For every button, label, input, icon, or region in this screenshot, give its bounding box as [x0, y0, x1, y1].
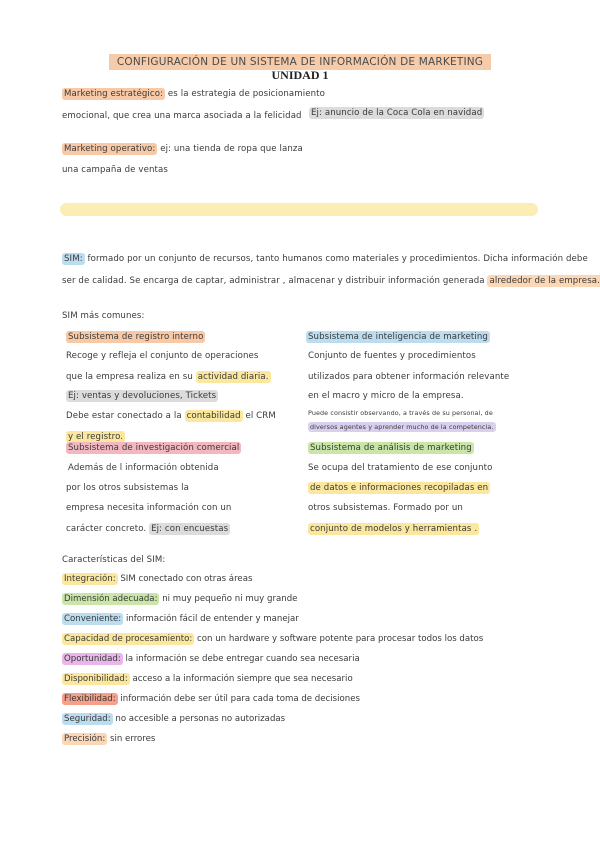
registro-title: Subsistema de registro interno: [68, 332, 204, 342]
analisis-l4: [308, 524, 479, 535]
registro-l4: [66, 411, 276, 422]
inteligencia-title: Subsistema de inteligencia de marketing: [308, 332, 488, 342]
caracteristica-item: [62, 694, 360, 704]
inteligencia-title-row: [306, 332, 490, 343]
investigacion-example: Ej: con encuestas: [151, 524, 229, 534]
marketing-estrategico-text1: es la estrategia de posicionamiento: [167, 89, 325, 99]
example-highlight: Ej: anuncio de la Coca Cola en navidad: [311, 108, 483, 118]
investigacion-l4: [66, 524, 230, 535]
inteligencia-l1: Conjunto de fuentes y procedimientos: [308, 351, 476, 361]
analisis-title: Subsistema de análisis de marketing: [310, 443, 472, 453]
registro-l2: [66, 372, 271, 383]
sim-line1: [62, 254, 588, 265]
caracteristicas-heading: Características del SIM:: [62, 555, 166, 565]
title-container: [0, 50, 600, 70]
registro-title-row: [66, 332, 205, 343]
caracteristica-item: [62, 634, 483, 644]
caracteristica-term: Disponibilidad:: [64, 674, 128, 684]
caracteristica-text: la información se debe entregar cuando sea necesaria: [125, 654, 360, 664]
marketing-estrategico-line1: [62, 89, 325, 100]
caracteristica-term: Flexibilidad:: [64, 694, 116, 704]
caracteristica-item: [62, 654, 360, 664]
caracteristica-item: [62, 714, 285, 724]
caracteristica-text: acceso a la información siempre que sea necesario: [132, 674, 353, 684]
sim-line2: [62, 276, 600, 287]
marketing-estrategico-term: Marketing estratégico:: [64, 89, 164, 99]
analisis-l2: [308, 483, 490, 494]
caracteristica-term: Integración:: [64, 574, 116, 584]
unit-subtitle: UNIDAD 1: [271, 68, 329, 82]
registro-l1: Recoge y refleja el conjunto de operaciones: [66, 351, 259, 361]
analisis-l3: otros subsistemas. Formado por un: [308, 503, 463, 513]
sim-text2b: alrededor de la empresa.: [489, 276, 600, 286]
caracteristica-term: Oportunidad:: [64, 654, 121, 664]
marketing-operativo-term: Marketing operativo:: [64, 144, 156, 154]
marketing-operativo-line1: [62, 144, 303, 155]
inteligencia-l5-text: diversos agentes y aprender mucho de la competencia.: [310, 423, 494, 431]
registro-l4a: Debe estar conectado a la: [66, 411, 182, 421]
inteligencia-l4: Puede consistir observando, a través de su personal, de: [308, 409, 493, 417]
page-title: CONFIGURACIÓN DE UN SISTEMA DE INFORMACIÓN DE MARKETING: [109, 54, 491, 70]
analisis-l2-text: de datos e informaciones recopiladas en: [310, 483, 489, 493]
registro-l4c: el CRM: [245, 411, 276, 421]
analisis-l1: Se ocupa del tratamiento de ese conjunto: [308, 463, 493, 473]
caracteristica-term: Seguridad:: [64, 714, 111, 724]
caracteristica-text: SIM conectado con otras áreas: [120, 574, 253, 584]
caracteristica-item: [62, 614, 299, 624]
caracteristica-term: Conveniente:: [64, 614, 122, 624]
investigacion-l3: empresa necesita información con un: [66, 503, 232, 513]
inteligencia-l2: utilizados para obtener información relevante: [308, 372, 510, 382]
yellow-divider: [60, 203, 538, 216]
analisis-l4-text: conjunto de modelos y herramientas .: [310, 524, 478, 534]
sim-text2a: ser de calidad. Se encarga de captar, administrar , almacenar y distribuir información generada: [62, 276, 485, 286]
caracteristica-item: [62, 594, 297, 604]
subsistemas-heading: SIM más comunes:: [62, 311, 145, 321]
marketing-estrategico-text2: emocional, que crea una marca asociada a la felicidad: [62, 111, 302, 121]
caracteristica-text: sin errores: [109, 734, 156, 744]
registro-l3: [66, 391, 218, 402]
caracteristica-item: [62, 734, 155, 744]
caracteristica-text: información fácil de entender y manejar: [125, 614, 299, 624]
registro-l4b: contabilidad: [186, 411, 241, 421]
caracteristica-term: Precisión:: [64, 734, 106, 744]
marketing-operativo-text1: ej: una tienda de ropa que lanza: [160, 144, 303, 154]
investigacion-l1: Además de l información obtenida: [68, 463, 219, 473]
marketing-estrategico-example: [309, 108, 484, 119]
caracteristica-text: información debe ser útil para cada toma de decisiones: [120, 694, 360, 704]
sim-term: SIM:: [64, 254, 83, 264]
caracteristica-term: Dimensión adecuada:: [64, 594, 158, 604]
caracteristica-term: Capacidad de procesamiento:: [64, 634, 193, 644]
marketing-operativo-text2: una campaña de ventas: [62, 165, 168, 175]
investigacion-l4a: carácter concreto.: [66, 524, 147, 534]
inteligencia-l5: [308, 423, 496, 431]
registro-example: Ej: ventas y devoluciones, Tickets: [68, 391, 217, 401]
investigacion-title: Subsistema de investigación comercial: [68, 443, 240, 453]
caracteristica-item: [62, 574, 252, 584]
analisis-title-row: [308, 443, 474, 454]
investigacion-l2: por los otros subsistemas la: [66, 483, 189, 493]
registro-l2b: actividad diaria.: [197, 372, 269, 382]
investigacion-title-row: [66, 443, 241, 454]
sim-text1: formado por un conjunto de recursos, tanto humanos como materiales y procedimientos. Dicha información debe: [87, 254, 588, 264]
caracteristica-text: ni muy pequeño ni muy grande: [162, 594, 298, 604]
inteligencia-l3: en el macro y micro de la empresa.: [308, 391, 464, 401]
registro-l2a: que la empresa realiza en su: [66, 372, 193, 382]
registro-l5-text: y el registro.: [68, 432, 124, 442]
caracteristica-item: [62, 674, 353, 684]
caracteristica-text: con un hardware y software potente para procesar todos los datos: [197, 634, 484, 644]
caracteristica-text: no accesible a personas no autorizadas: [115, 714, 286, 724]
